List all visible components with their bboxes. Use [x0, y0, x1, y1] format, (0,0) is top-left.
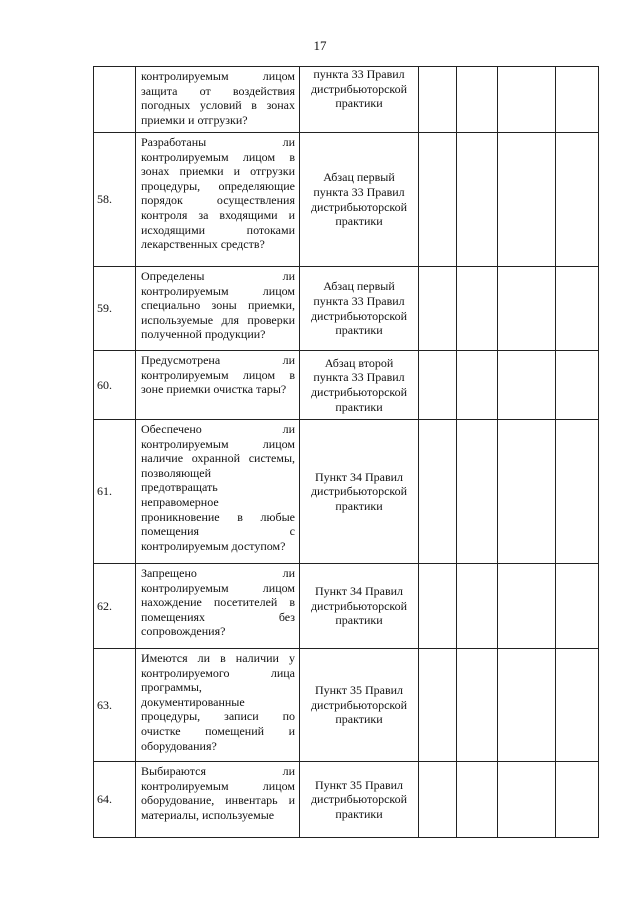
question-line: Выбираются ли — [141, 764, 295, 778]
question-line: Запрещено ли — [141, 566, 295, 580]
question-line: позволяющей — [141, 465, 212, 480]
row-number-cell — [94, 67, 136, 133]
question-line: контролируемым лицом в — [141, 149, 295, 164]
reference-line: дистрибьюторской — [310, 792, 408, 807]
question-line: используемые для проверки — [141, 312, 295, 327]
question-cell — [136, 762, 300, 838]
reference-line: практики — [335, 613, 383, 628]
question-line: Имеются ли в наличии у — [141, 651, 295, 665]
reference-line: Пункт 34 Правил — [314, 584, 404, 599]
question-line: контроля за входящими и — [141, 207, 295, 222]
question-line: лекарственных средств? — [141, 237, 265, 252]
reference-line: Пункт 34 Правил — [314, 469, 404, 484]
question-line: очистке помещений и — [141, 723, 295, 738]
reference-line: практики — [335, 712, 383, 727]
question-line: контролируемым лицом — [141, 580, 295, 595]
table-row — [94, 267, 599, 351]
checklist-table — [93, 66, 599, 838]
row-number-cell: 62. — [94, 564, 136, 649]
question-line: оборудование, инвентарь и — [141, 793, 295, 808]
table-row — [94, 564, 599, 649]
question-cell — [136, 564, 300, 649]
question-line: контролируемым лицом в — [141, 367, 295, 382]
question-line: контролируемым доступом? — [141, 538, 286, 553]
question-line: Предусмотрена ли — [141, 353, 295, 367]
reference-line: Абзац второй — [324, 355, 394, 370]
answer-cell — [457, 420, 498, 564]
answer-cell — [457, 762, 498, 838]
answer-cell — [556, 133, 599, 267]
question-line: процедуры, записи по — [141, 709, 295, 724]
table-row — [94, 762, 599, 838]
table-row — [94, 133, 599, 267]
question-line: зонах приемки и отгрузки — [141, 164, 295, 179]
reference-cell — [300, 267, 419, 351]
answer-cell — [556, 351, 599, 420]
answer-cell — [457, 649, 498, 762]
answer-cell — [457, 351, 498, 420]
table-row — [94, 420, 599, 564]
answer-cell — [556, 420, 599, 564]
question-line: зоне приемки очистка тары? — [141, 382, 287, 397]
row-number-cell: 63. — [94, 649, 136, 762]
row-number-cell: 60. — [94, 351, 136, 420]
question-line: контролируемого лица — [141, 665, 295, 680]
answer-cell — [556, 649, 599, 762]
question-cell — [136, 351, 300, 420]
answer-cell — [498, 564, 556, 649]
answer-cell — [556, 267, 599, 351]
answer-cell — [498, 267, 556, 351]
table-row — [94, 351, 599, 420]
reference-line: Пункт 35 Правил — [314, 777, 404, 792]
answer-cell — [498, 67, 556, 133]
answer-cell — [457, 133, 498, 267]
reference-cell — [300, 564, 419, 649]
question-line: процедуры, определяющие — [141, 178, 295, 193]
reference-line: практики — [335, 498, 383, 513]
reference-line: дистрибьюторской — [310, 385, 408, 399]
question-cell — [136, 133, 300, 267]
answer-cell — [498, 762, 556, 838]
question-cell — [136, 67, 300, 133]
question-line: Обеспечено ли — [141, 422, 295, 436]
answer-cell — [419, 67, 457, 133]
reference-line: дистрибьюторской — [310, 598, 408, 613]
question-line: полученной продукции? — [141, 327, 266, 342]
row-number-cell: 61. — [94, 420, 136, 564]
reference-cell — [300, 762, 419, 838]
question-line: помещения с — [141, 524, 295, 539]
reference-cell — [300, 351, 419, 420]
reference-cell — [300, 133, 419, 267]
reference-line: пункта 33 Правил — [313, 370, 405, 385]
reference-line: дистрибьюторской — [310, 199, 408, 214]
question-line: Разработаны ли — [141, 135, 295, 149]
reference-line: дистрибьюторской — [310, 308, 408, 323]
reference-line: дистрибьюторской — [310, 81, 408, 96]
question-line: порядок осуществления — [141, 193, 295, 208]
answer-cell — [498, 649, 556, 762]
question-line: контролируемым лицом — [141, 436, 295, 451]
question-line: специально зоны приемки, — [141, 298, 295, 313]
answer-cell — [419, 267, 457, 351]
reference-line: пункта 33 Правил — [313, 184, 405, 199]
answer-cell — [556, 762, 599, 838]
answer-cell — [498, 133, 556, 267]
answer-cell — [419, 649, 457, 762]
question-line: предотвращать — [141, 480, 218, 495]
answer-cell — [457, 267, 498, 351]
question-line: материалы, используемые — [141, 807, 275, 822]
table-row — [94, 67, 599, 133]
question-line: защита от воздействия — [141, 83, 295, 98]
answer-cell — [419, 762, 457, 838]
page-number: 17 — [313, 38, 327, 53]
row-number-cell: 58. — [94, 133, 136, 267]
reference-line: практики — [335, 806, 383, 821]
reference-line: пункта 33 Правил — [313, 293, 405, 308]
reference-cell — [300, 67, 419, 133]
question-line: Определены ли — [141, 269, 295, 283]
row-number-cell: 59. — [94, 267, 136, 351]
question-line: сопровождения? — [141, 624, 226, 639]
reference-line: практики — [335, 96, 383, 111]
question-cell — [136, 649, 300, 762]
question-line: программы, — [141, 680, 202, 695]
question-line: контролируемым лицом — [141, 283, 295, 298]
answer-cell — [556, 67, 599, 133]
table-row — [94, 649, 599, 762]
question-line: нахождение посетителей в — [141, 595, 295, 610]
reference-line: практики — [335, 323, 383, 338]
answer-cell — [419, 133, 457, 267]
answer-cell — [419, 351, 457, 420]
question-line: погодных условий в зонах — [141, 98, 295, 113]
question-line: проникновение в любые — [141, 509, 295, 524]
reference-line: пункта 33 Правил — [313, 67, 405, 81]
answer-cell — [419, 564, 457, 649]
question-line: контролируемым лицом — [141, 778, 295, 793]
question-line: приемки и отгрузки? — [141, 112, 248, 127]
reference-cell — [300, 649, 419, 762]
question-line: наличие охранной системы, — [141, 451, 295, 466]
answer-cell — [419, 420, 457, 564]
question-line: неправомерное — [141, 494, 219, 509]
row-number-cell: 64. — [94, 762, 136, 838]
answer-cell — [457, 67, 498, 133]
answer-cell — [556, 564, 599, 649]
reference-cell — [300, 420, 419, 564]
question-cell — [136, 420, 300, 564]
answer-cell — [498, 351, 556, 420]
question-cell — [136, 267, 300, 351]
answer-cell — [498, 420, 556, 564]
reference-line: дистрибьюторской — [310, 697, 408, 712]
question-line: помещениях без — [141, 609, 295, 624]
reference-line: Абзац первый — [323, 279, 395, 294]
question-line: контролируемым лицом — [141, 69, 295, 83]
answer-cell — [457, 564, 498, 649]
reference-line: Абзац первый — [323, 170, 395, 185]
question-line: оборудования? — [141, 738, 217, 753]
reference-line: практики — [335, 214, 383, 229]
reference-line: практики — [335, 399, 383, 414]
question-line: документированные — [141, 694, 245, 709]
question-line: исходящими потоками — [141, 222, 295, 237]
reference-line: Пункт 35 Правил — [314, 683, 404, 698]
reference-line: дистрибьюторской — [310, 484, 408, 499]
